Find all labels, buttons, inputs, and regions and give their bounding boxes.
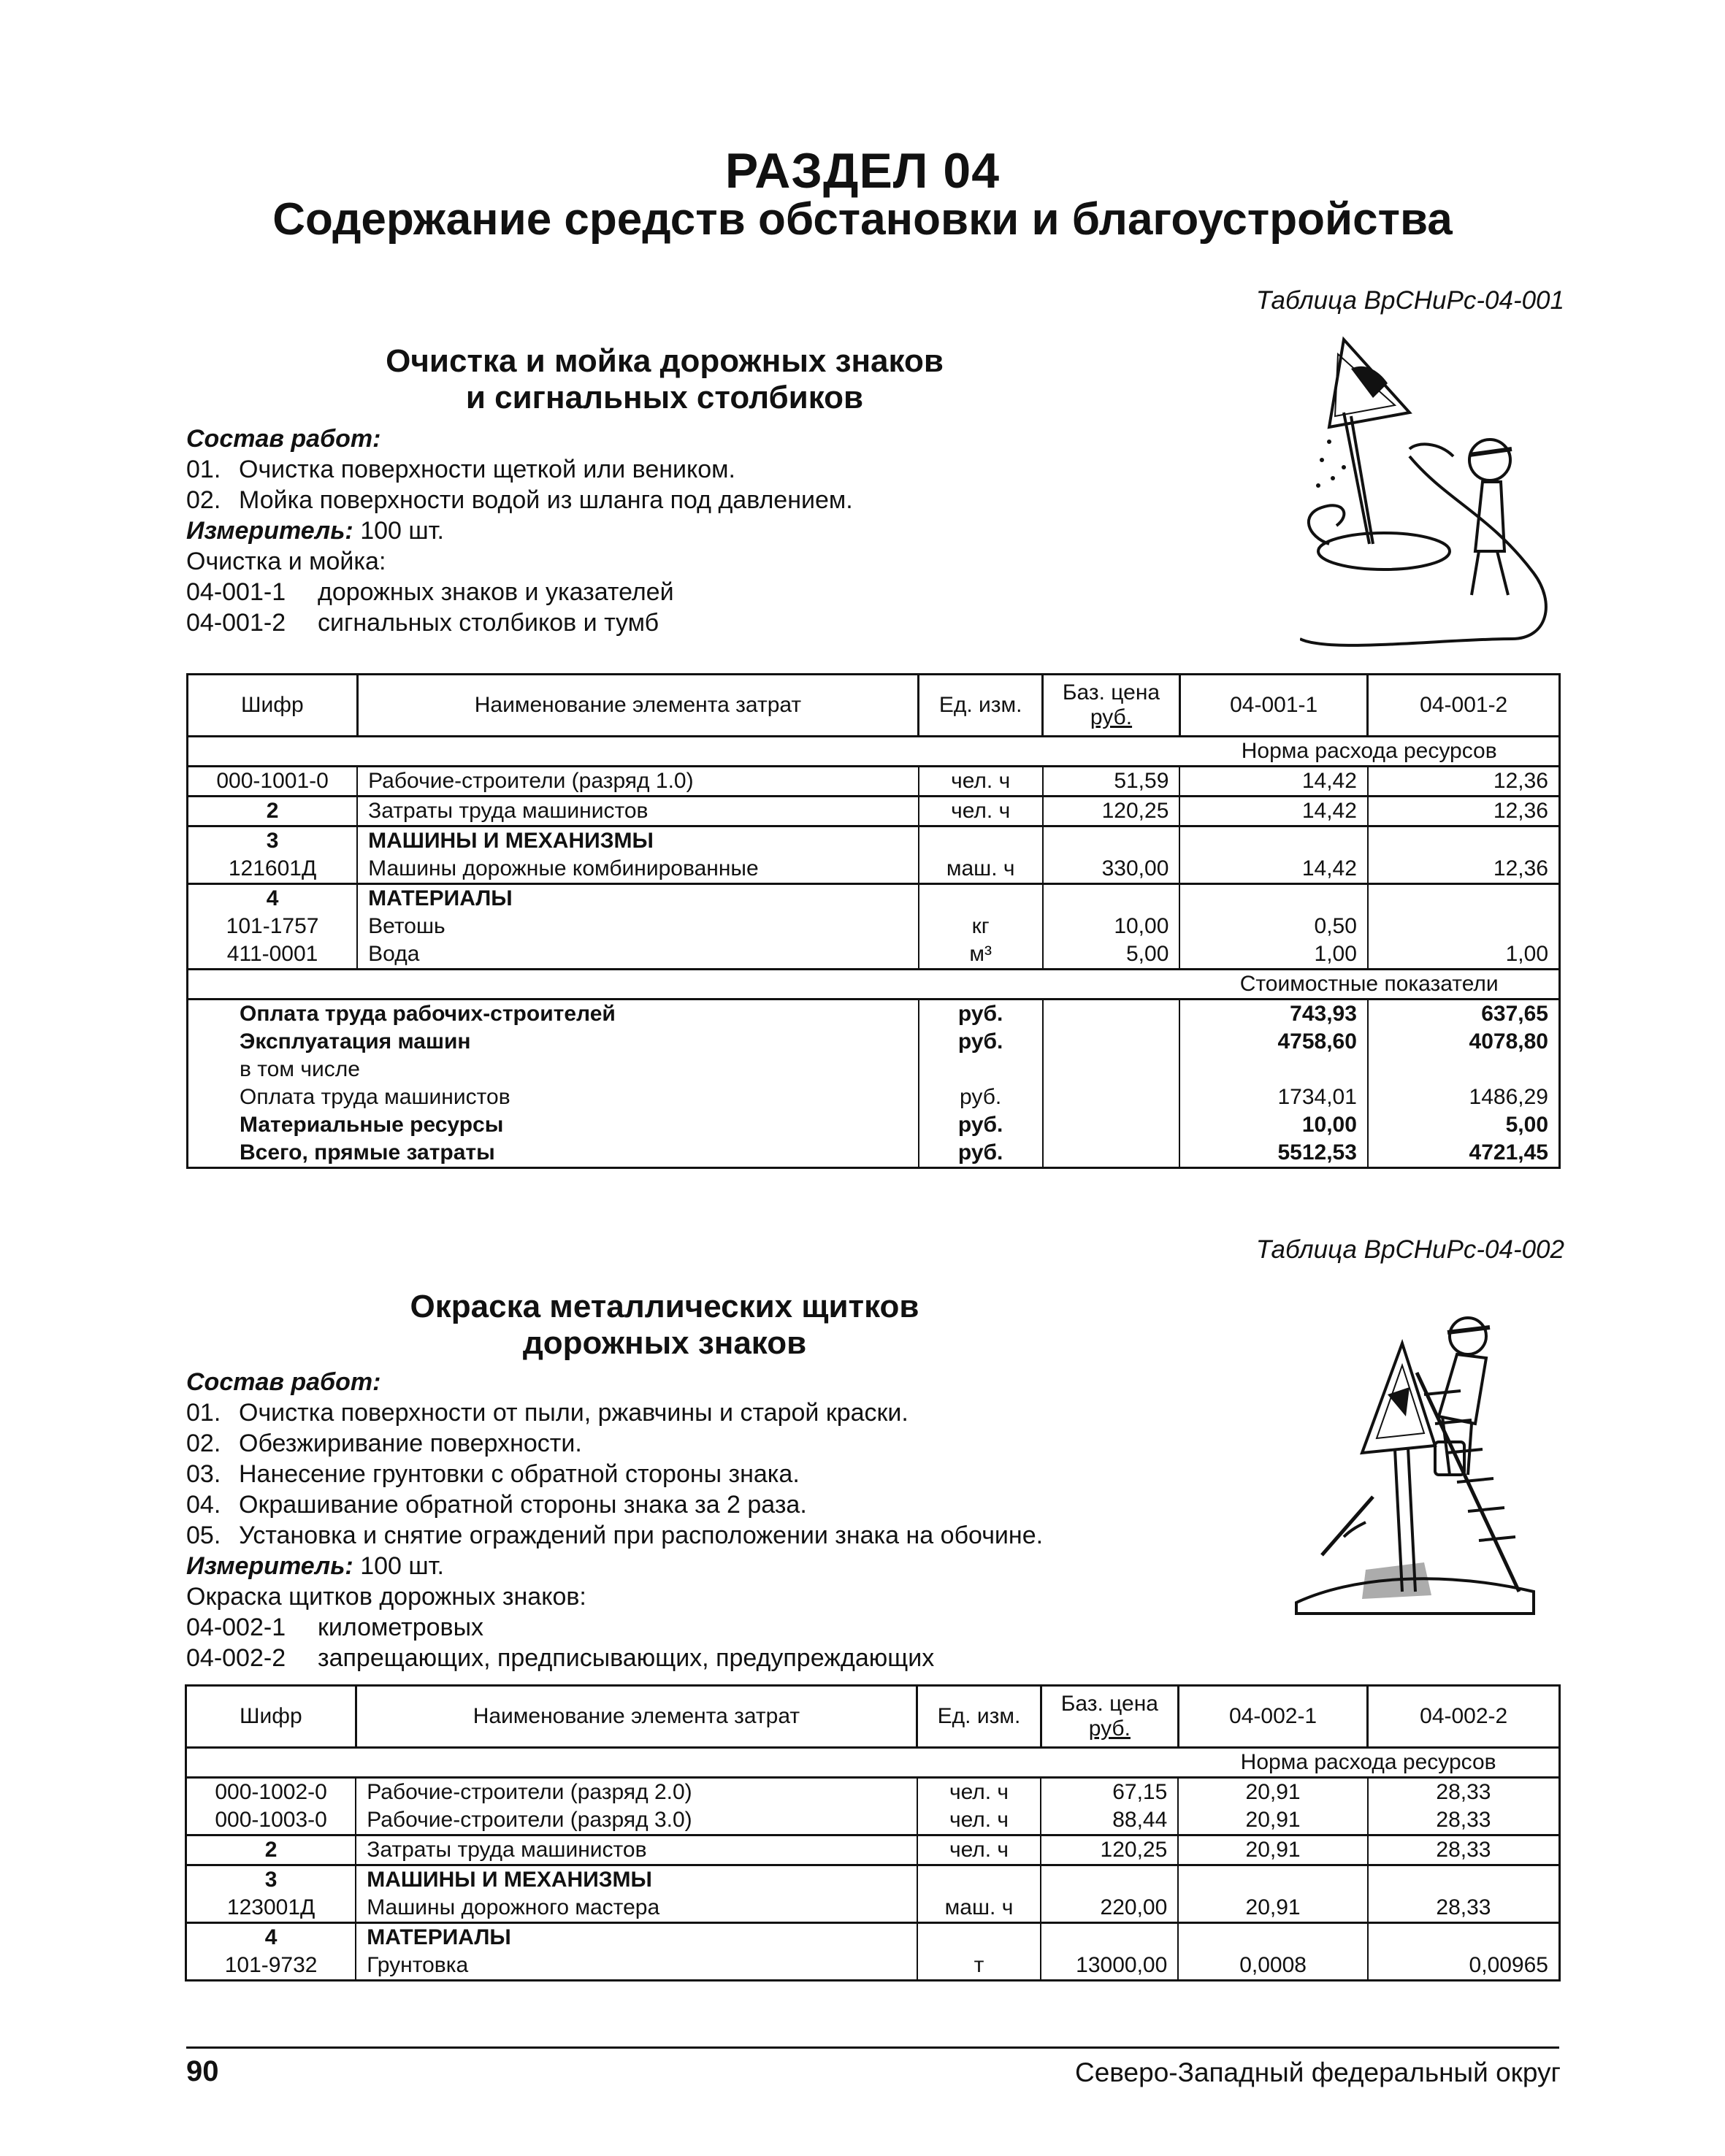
table-row: 101-1757 Ветошь кг 10,00 0,50 xyxy=(188,913,1560,940)
work-item: 01. Очистка поверхности щеткой или веником. xyxy=(186,456,735,483)
col-header-unit: Ед. изм. xyxy=(917,1686,1041,1748)
band-label: Норма расхода ресурсов xyxy=(1179,737,1559,767)
footer-divider xyxy=(186,2046,1559,2049)
item-line: 04-001-1 дорожных знаков и указателей xyxy=(186,578,674,606)
cost-row: Всего, прямые затраты руб. 5512,53 4721,45 xyxy=(188,1139,1560,1168)
meter-line: Измеритель: 100 шт. xyxy=(186,517,444,545)
table-row: 4 МАТЕРИАЛЫ xyxy=(188,884,1560,913)
work-item: 02. Обезжиривание поверхности. xyxy=(186,1430,582,1457)
col-header-price: Баз. цена руб. xyxy=(1043,675,1180,737)
col-header-v2: 04-002-2 xyxy=(1368,1686,1560,1748)
resource-table-1 xyxy=(186,673,1561,1169)
table-header-row xyxy=(186,1686,1560,1748)
cost-row: в том числе xyxy=(188,1056,1560,1083)
band-row xyxy=(188,970,1560,1000)
table1-heading: Очистка и мойка дорожных знаков и сигнальных столбиков xyxy=(386,343,944,415)
col-header-code: Шифр xyxy=(188,675,358,737)
work-item: 01. Очистка поверхности от пыли, ржавчины и старой краски. xyxy=(186,1399,909,1427)
cost-row: Оплата труда рабочих-строителей руб. 743,93 637,65 xyxy=(188,1000,1560,1029)
work-item: 04. Окрашивание обратной стороны знака за 2 раза. xyxy=(186,1491,807,1519)
table-row: 000-1002-0 Рабочие-строители (разряд 2.0) чел. ч 67,15 20,91 28,33 xyxy=(186,1778,1560,1807)
work-composition-label: Состав работ: xyxy=(186,425,381,453)
col-header-v2: 04-001-2 xyxy=(1368,675,1560,737)
resource-table-2 xyxy=(185,1684,1561,1982)
band-label: Стоимостные показатели xyxy=(1179,970,1559,1000)
col-header-unit: Ед. изм. xyxy=(919,675,1043,737)
col-header-price: Баз. цена руб. xyxy=(1041,1686,1178,1748)
band-row xyxy=(188,737,1560,767)
cost-row: Материальные ресурсы руб. 10,00 5,00 xyxy=(188,1111,1560,1139)
col-header-v1: 04-002-1 xyxy=(1178,1686,1368,1748)
col-header-name: Наименование элемента затрат xyxy=(356,1686,917,1748)
table-row: 2 Затраты труда машинистов чел. ч 120,25 20,91 28,33 xyxy=(186,1835,1560,1865)
table-row: 101-9732 Грунтовка т 13000,00 0,0008 0,00965 xyxy=(186,1952,1560,1981)
table-row: 3 МАШИНЫ И МЕХАНИЗМЫ xyxy=(186,1865,1560,1895)
cost-row: Оплата труда машинистов руб. 1734,01 1486,29 xyxy=(188,1083,1560,1111)
band-row xyxy=(186,1748,1560,1778)
col-header-v1: 04-001-1 xyxy=(1179,675,1368,737)
intro-line: Окраска щитков дорожных знаков: xyxy=(186,1583,586,1611)
table1-description xyxy=(186,423,853,638)
intro-line: Очистка и мойка: xyxy=(186,548,386,575)
work-composition-label: Состав работ: xyxy=(186,1368,381,1396)
item-line: 04-001-2 сигнальных столбиков и тумб xyxy=(186,609,659,637)
table-row: 411-0001 Вода м³ 5,00 1,00 1,00 xyxy=(188,940,1560,970)
table-row: 123001Д Машины дорожного мастера маш. ч 220,00 20,91 28,33 xyxy=(186,1894,1560,1923)
worker-washing-sign-illustration xyxy=(1300,332,1577,653)
work-item: 03. Нанесение грунтовки с обратной стороны знака. xyxy=(186,1460,800,1488)
table-row: 000-1001-0 Рабочие-строители (разряд 1.0) чел. ч 51,59 14,42 12,36 xyxy=(188,767,1560,797)
work-item: 05. Установка и снятие ограждений при расположении знака на обочине. xyxy=(186,1522,1044,1549)
table-row: 3 МАШИНЫ И МЕХАНИЗМЫ xyxy=(188,826,1560,856)
col-header-code: Шифр xyxy=(186,1686,356,1748)
section-title: РАЗДЕЛ 04 xyxy=(724,143,1001,199)
table-ref-1: Таблица ВрСНиРс-04-001 xyxy=(1255,286,1564,315)
col-header-name: Наименование элемента затрат xyxy=(357,675,919,737)
band-label: Норма расхода ресурсов xyxy=(1178,1748,1559,1778)
work-item: 02. Мойка поверхности водой из шланга под давлением. xyxy=(186,486,853,514)
section-subtitle: Содержание средств обстановки и благоустройства xyxy=(272,194,1453,245)
table-ref-2: Таблица ВрСНиРс-04-002 xyxy=(1255,1235,1564,1264)
table-row: 4 МАТЕРИАЛЫ xyxy=(186,1923,1560,1952)
footer-region: Северо-Западный федеральный округ xyxy=(1075,2057,1561,2087)
table2-description xyxy=(186,1367,1043,1673)
item-line: 04-002-1 километровых xyxy=(186,1614,484,1641)
table-header-row xyxy=(188,675,1560,737)
meter-line: Измеритель: 100 шт. xyxy=(186,1552,444,1580)
page-number: 90 xyxy=(186,2055,219,2087)
table-row: 000-1003-0 Рабочие-строители (разряд 3.0) чел. ч 88,44 20,91 28,33 xyxy=(186,1806,1560,1835)
worker-painting-sign-illustration xyxy=(1293,1314,1541,1621)
cost-row: Эксплуатация машин руб. 4758,60 4078,80 xyxy=(188,1028,1560,1056)
table-row: 121601Д Машины дорожные комбинированные маш. ч 330,00 14,42 12,36 xyxy=(188,855,1560,884)
item-line: 04-002-2 запрещающих, предписывающих, предупреждающих xyxy=(186,1644,935,1672)
table-row: 2 Затраты труда машинистов чел. ч 120,25 14,42 12,36 xyxy=(188,797,1560,826)
table2-heading: Окраска металлических щитков дорожных знаков xyxy=(410,1289,919,1361)
